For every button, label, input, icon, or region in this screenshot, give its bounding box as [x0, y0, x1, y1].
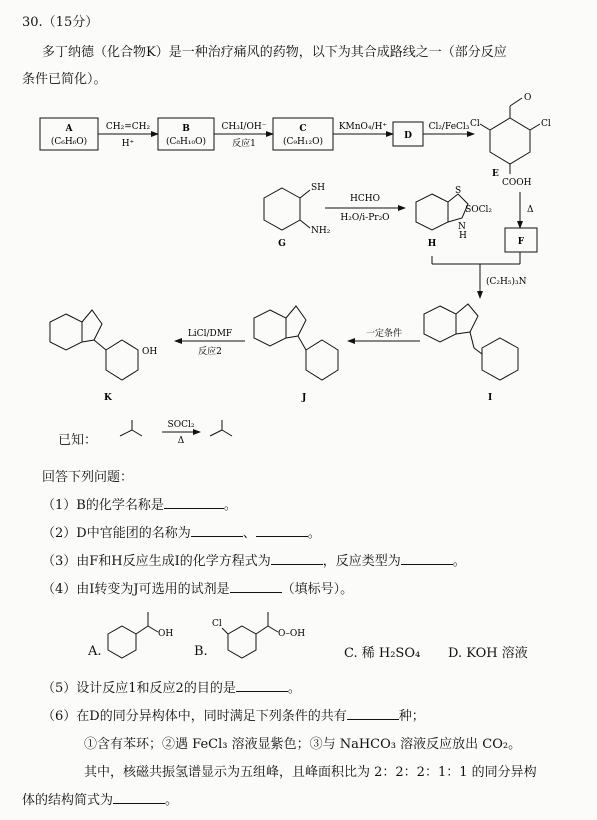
reagent-GH-bottom: H₂O/i-Pr₂O: [340, 213, 390, 223]
label-C: C: [299, 124, 307, 134]
q4-text-2: （填标号）。: [281, 582, 354, 597]
question-number: 30.（15分）: [22, 15, 99, 30]
question-2: （2）D中官能团的名称为 、 。: [42, 526, 321, 541]
q5-text: （5）设计反应1和反应2的目的是: [42, 681, 236, 696]
q6-final: 体的结构简式为 。: [22, 793, 179, 808]
option-A-oh: OH: [158, 629, 174, 639]
G-nh2: NH₂: [311, 226, 331, 236]
reagent-AB-top: CH₂=CH₂: [105, 122, 151, 132]
synthesis-scheme: [0, 88, 597, 418]
known-delta: Δ: [177, 436, 185, 446]
q6-text-2: 种；: [398, 709, 425, 724]
q1-blank[interactable]: [164, 496, 224, 509]
label-B: B: [182, 124, 190, 134]
E-cl-left: Cl: [470, 119, 480, 129]
compound-K-ring: [106, 340, 138, 380]
q4-blank[interactable]: [230, 580, 282, 593]
compound-H-ring: [416, 194, 448, 230]
q3-text-2: ，反应类型为: [322, 554, 401, 569]
option-B-structure: [212, 604, 322, 660]
formula-B: (C₈H₁₀O): [166, 137, 206, 147]
K-oh: OH: [142, 347, 158, 357]
formula-C: (C₉H₁₂O): [283, 137, 323, 147]
compound-G-ring: [264, 188, 300, 230]
intro-line-2: 条件已简化）。: [22, 72, 107, 87]
compound-E-ring: [490, 118, 530, 164]
label-J: J: [302, 393, 307, 403]
G-sh: SH: [311, 183, 326, 193]
reagent-CD-top: KMnO₄/H⁺: [338, 122, 388, 132]
E-cooh: COOH: [502, 178, 532, 188]
label-D: D: [404, 131, 412, 141]
option-B-label[interactable]: B.: [194, 644, 208, 659]
option-C[interactable]: C. 稀 H₂SO₄: [344, 646, 421, 661]
q2-blank-2[interactable]: [256, 524, 308, 537]
q4-text: （4）由I转变为J可选用的试剂是: [42, 582, 230, 597]
E-methoxy-O: O: [524, 93, 532, 103]
E-cl-right: Cl: [541, 119, 551, 129]
q1-text: （1）B的化学名称是: [42, 498, 164, 513]
label-F: F: [517, 237, 525, 247]
compound-K-benzothiazole: [50, 314, 82, 350]
label-I: I: [488, 393, 493, 403]
option-A-label[interactable]: A.: [88, 644, 102, 659]
q6-blank-2[interactable]: [113, 791, 165, 804]
label-G: G: [278, 239, 286, 249]
option-B-ooh: O–OH: [278, 629, 306, 639]
compound-J-ring: [306, 340, 338, 380]
q2-text: （2）D中官能团的名称为: [42, 526, 191, 541]
q3-blank-2[interactable]: [401, 552, 453, 565]
question-3: （3）由F和H反应生成I的化学方程式为 ，反应类型为 。: [42, 554, 466, 569]
q3-blank-1[interactable]: [271, 552, 323, 565]
q6-final-text: 体的结构简式为: [22, 793, 114, 808]
H-n: N: [458, 222, 466, 232]
reagent-IJ: 一定条件: [365, 329, 403, 339]
reagent-GH-top: HCHO: [350, 194, 380, 204]
H-h: H: [459, 231, 467, 241]
reagent-JK-top: LiCl/DMF: [187, 329, 233, 339]
reagent-DE-top: Cl₂/FeCl₃: [428, 122, 470, 132]
H-s: S: [455, 186, 462, 196]
reagent-FH-I: (C₂H₅)₃N: [486, 277, 527, 287]
reagent-BC-bottom: 反应1: [232, 139, 256, 149]
compound-I-benzothiazole: [424, 306, 456, 342]
q3-text: （3）由F和H反应生成I的化学方程式为: [42, 554, 271, 569]
question-4: [42, 578, 353, 597]
known-reagent: SOCl₂: [167, 420, 195, 430]
option-D[interactable]: D. KOH 溶液: [448, 646, 528, 661]
reagent-BC-top: CH₃I/OH⁻: [221, 122, 267, 132]
reagent-EF-top: SOCl₂: [465, 205, 492, 215]
compound-J-benzothiazole: [254, 310, 286, 346]
known-reaction: [110, 414, 290, 454]
formula-A: (C₆H₆O): [50, 137, 88, 147]
option-B-cl: Cl: [212, 619, 222, 629]
intro-line-1: 多丁纳德（化合物K）是一种治疗痛风的药物，以下为其合成路线之一（部分反应: [42, 45, 507, 60]
question-1: （1）B的化学名称是 。: [42, 498, 237, 513]
label-E: E: [492, 169, 499, 179]
label-A: A: [65, 124, 73, 134]
q5-blank[interactable]: [236, 679, 288, 692]
compound-I-ring: [482, 338, 518, 380]
label-K: K: [104, 393, 112, 403]
q6-blank-1[interactable]: [347, 707, 399, 720]
q2-blank-1[interactable]: [191, 524, 243, 537]
question-5: （5）设计反应1和反应2的目的是 。: [42, 681, 301, 696]
q6-text: （6）在D的同分异构体中，同时满足下列条件的共有: [42, 709, 347, 724]
q6-conditions: ①含有苯环；②遇 FeCl₃ 溶液显紫色；③与 NaHCO₃ 溶液反应放出 CO₂。: [84, 737, 522, 752]
reagent-AB-bottom: H⁺: [121, 139, 135, 149]
question-6: [42, 705, 425, 724]
reagent-JK-bottom: 反应2: [198, 347, 222, 357]
reagent-EF-bottom: Δ: [527, 205, 534, 215]
known-label: 已知：: [58, 433, 98, 448]
q6-nmr-line: 其中，核磁共振氢谱显示为五组峰，且峰面积比为 2：2：2：1：1 的同分异构: [84, 765, 537, 780]
option-A-structure: [104, 604, 174, 660]
ask-line: 回答下列问题：: [42, 470, 134, 485]
label-H: H: [427, 239, 437, 249]
